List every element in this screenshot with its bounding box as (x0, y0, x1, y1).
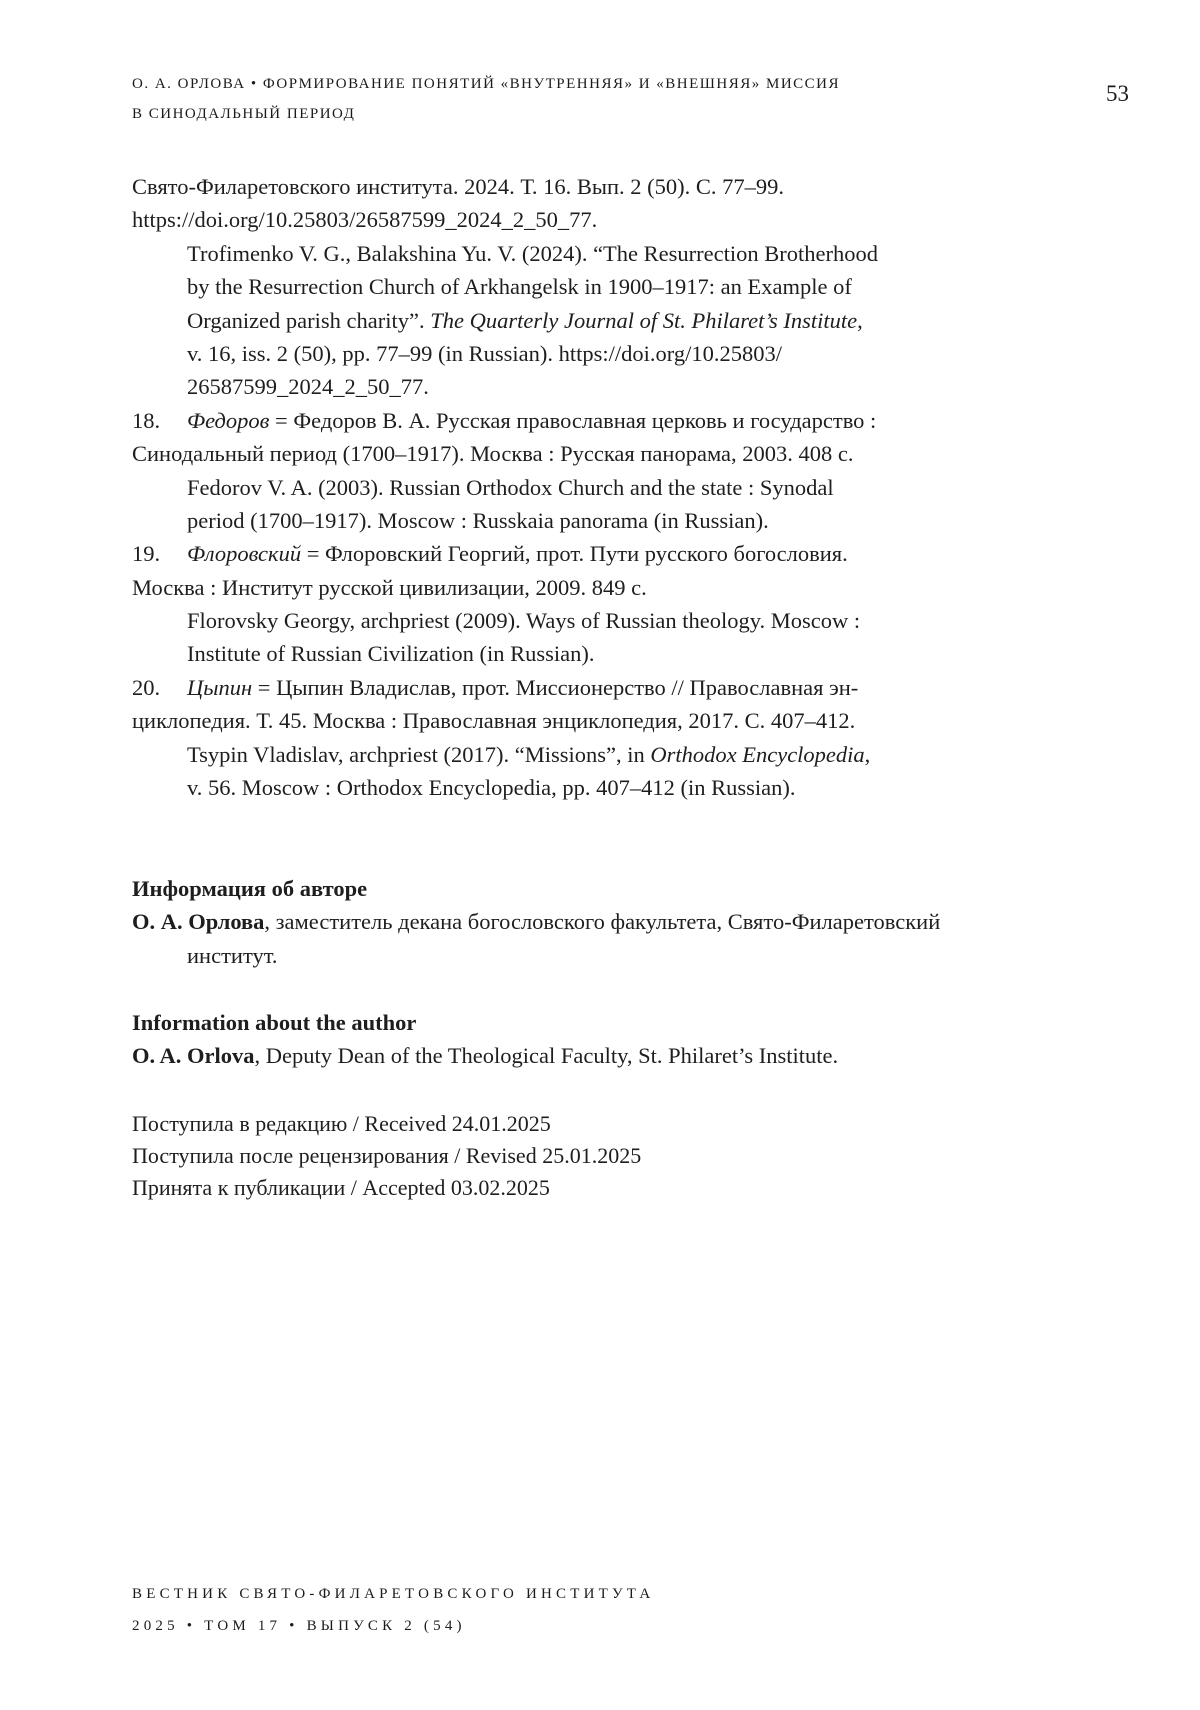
reference-line (132, 404, 972, 437)
reference-number: 20. (132, 674, 161, 700)
text-segment: Organized parish charity”. (187, 307, 431, 333)
text-segment: Москва : Институт русской цивилизации, 2009. 849 с. (132, 574, 647, 600)
author-info-ru-body (132, 905, 972, 972)
text-segment: period (1700–1917). Moscow : Russkaia panorama (in Russian). (187, 507, 769, 533)
text-segment: by the Resurrection Church of Arkhangelsk in 1900–1917: an Example of (187, 274, 852, 300)
reference-line (132, 237, 972, 270)
reference-line (132, 270, 972, 303)
references-list (132, 170, 972, 804)
reference-number: 19. (132, 541, 161, 567)
text-segment: The Quarterly Journal of St. Philaret’s Institute (430, 307, 858, 333)
accepted-date: Принята к публикации / Accepted 03.02.2025 (132, 1175, 550, 1200)
reference-line (132, 437, 972, 470)
text-segment: v. 56. Moscow : Orthodox Encyclopedia, pp. 407–412 (in Russian). (187, 775, 796, 801)
text-segment: Флоровский (187, 541, 302, 567)
text-segment: Trofimenko V. G., Balakshina Yu. V. (2024). “The Resurrection Brotherhood (187, 240, 878, 266)
reference-line (132, 637, 972, 670)
text-segment: Institute of Russian Civilization (in Russian). (187, 641, 595, 667)
running-head-line2: В СИНОДАЛЬНЫЙ ПЕРИОД (132, 106, 356, 122)
text-segment: Свято-Филаретовского института. 2024. Т. 16. Вып. 2 (50). С. 77–99. (132, 174, 785, 199)
text-segment: Orthodox Encyclopedia (650, 741, 865, 767)
running-head (132, 69, 962, 129)
author-info-en-heading: Information about the author (132, 1010, 417, 1035)
text-segment: О. А. Орлова (132, 909, 265, 935)
reference-line (132, 304, 972, 337)
journal-footer-issue: 2025 • ТОМ 17 • ВЫПУСК 2 (54) (132, 1618, 466, 1634)
text-segment: Цыпин (187, 674, 253, 700)
author-line (132, 1039, 972, 1072)
reference-line (132, 203, 972, 236)
author-line (132, 939, 972, 972)
reference-line (132, 504, 972, 537)
received-date: Поступила в редакцию / Received 24.01.2025 (132, 1111, 551, 1136)
running-head-line1: О. А. ОРЛОВА • ФОРМИРОВАНИЕ ПОНЯТИЙ «ВНУТРЕННЯЯ» И «ВНЕШНЯЯ» МИССИЯ (132, 76, 841, 92)
text-segment: Федоров (187, 407, 270, 433)
author-line (132, 905, 972, 938)
reference-line (132, 704, 972, 737)
page-number: 53 (1106, 81, 1129, 106)
text-segment: = Флоровский Георгий, прот. Пути русского богословия. (301, 541, 848, 567)
reference-line (132, 738, 972, 771)
author-info-en-body (132, 1039, 972, 1072)
text-segment: , (857, 307, 863, 333)
text-segment: Tsypin Vladislav, archpriest (2017). “Missions”, in (187, 741, 651, 767)
reference-line (132, 571, 972, 604)
text-segment: циклопедия. Т. 45. Москва : Православная энциклопедия, 2017. С. 407–412. (132, 708, 856, 734)
reference-line (132, 604, 972, 637)
journal-footer (132, 1578, 1032, 1642)
reference-line (132, 671, 972, 704)
text-segment: институт. (187, 942, 278, 968)
text-segment: , заместитель декана богословского факультета, Свято-Филаретовский (264, 909, 941, 935)
reference-line (132, 537, 972, 570)
author-info-en (132, 1006, 972, 1073)
article-dates (132, 1108, 972, 1204)
text-segment: , Deputy Dean of the Theological Faculty, St. Philaret’s Institute. (254, 1043, 839, 1069)
text-segment: O. A. Orlova (132, 1043, 255, 1069)
reference-line (132, 771, 972, 804)
author-info-ru (132, 872, 972, 972)
revised-date: Поступила после рецензирования / Revised 25.01.2025 (132, 1143, 642, 1168)
text-segment: = Цыпин Владислав, прот. Миссионерство // Православная эн- (252, 674, 859, 700)
text-segment: https://doi.org/10.25803/26587599_2024_2_50_77. (132, 207, 598, 233)
text-segment: Fedorov V. A. (2003). Russian Orthodox Church and the state : Synodal (187, 474, 834, 500)
text-segment: , (864, 741, 871, 767)
text-segment: 26587599_2024_2_50_77. (187, 374, 429, 400)
reference-line (132, 370, 972, 403)
reference-line (132, 337, 972, 370)
reference-line (132, 471, 972, 504)
text-segment: Florovsky Georgy, archpriest (2009). Ways of Russian theology. Moscow : (187, 608, 861, 634)
text-segment: = Федоров В. А. Русская православная церковь и государство : (269, 407, 877, 433)
reference-line (132, 170, 972, 203)
text-segment: Синодальный период (1700–1917). Москва : Русская панорама, 2003. 408 с. (132, 441, 854, 467)
text-segment: v. 16, iss. 2 (50), pp. 77–99 (in Russian). https://doi.org/10.25803/ (187, 340, 783, 366)
author-info-ru-heading: Информация об авторе (132, 876, 368, 901)
reference-number: 18. (132, 407, 161, 433)
journal-footer-title: ВЕСТНИК СВЯТО-ФИЛАРЕТОВСКОГО ИНСТИТУТА (132, 1586, 655, 1602)
